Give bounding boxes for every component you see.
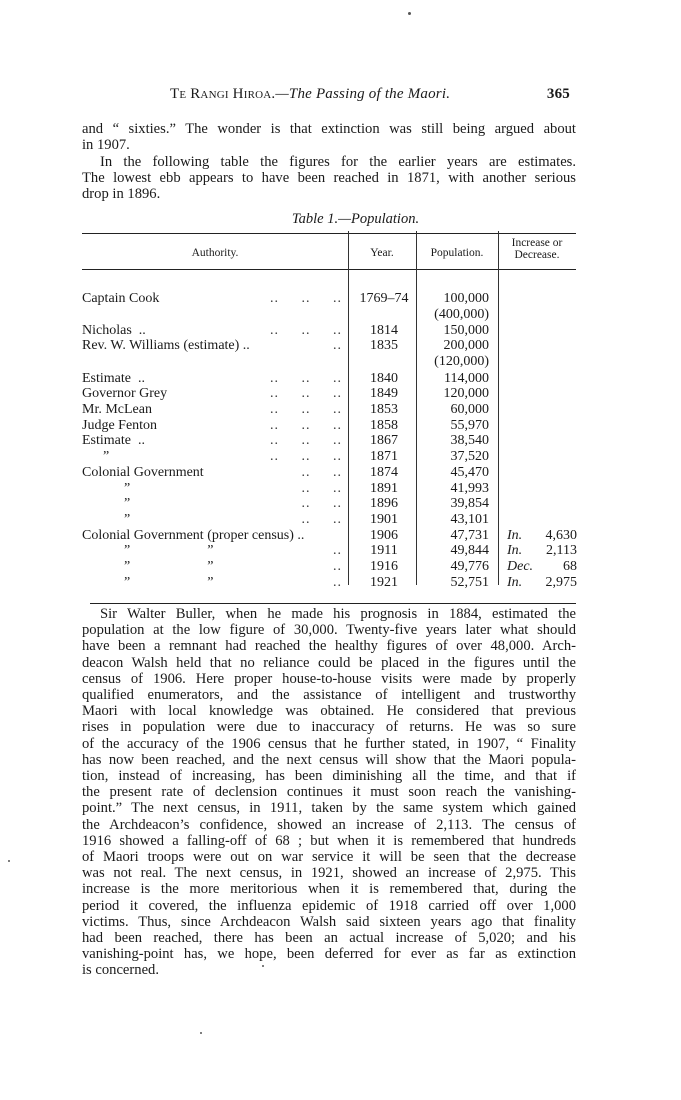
text-line: have been a remnant had reached the healthy figures of over 48,000. Arch- bbox=[82, 638, 576, 655]
table-row bbox=[82, 496, 576, 512]
text-line: The lowest ebb appears to have been reached in 1871, with another serious bbox=[82, 170, 576, 187]
cell-authority: Nicholas .. bbox=[82, 323, 146, 338]
column-header-change-line2: Decrease. bbox=[514, 249, 560, 261]
cell-population: 200,000 bbox=[443, 338, 489, 353]
cell-population: (120,000) bbox=[434, 354, 489, 369]
cell-authority: ” bbox=[82, 512, 131, 527]
cell-population: 114,000 bbox=[444, 371, 489, 386]
text-line: population at the low figure of 30,000. Twenty-five years later what should bbox=[82, 622, 576, 639]
table-row bbox=[82, 418, 576, 434]
cell-authority: ” ” bbox=[82, 575, 214, 590]
cell-leader-dots: .. .. .. bbox=[270, 386, 342, 401]
cell-year: 1814 bbox=[370, 323, 398, 338]
table-row bbox=[82, 291, 576, 307]
text-line: tion, instead of increasing, has been diminishing all the time, and that if bbox=[82, 768, 576, 785]
cell-year: 1911 bbox=[370, 543, 398, 558]
cell-year: 1769–74 bbox=[359, 291, 409, 306]
table-row bbox=[82, 512, 576, 528]
cell-leader-dots: .. bbox=[333, 543, 342, 558]
cell-population: 45,470 bbox=[450, 465, 489, 480]
text-line: deacon Walsh held that no reliance could be placed in the figures until the bbox=[82, 654, 576, 671]
column-header-population: Population. bbox=[430, 247, 484, 259]
header-bottom-rule bbox=[82, 269, 576, 270]
cell-leader-dots: .. .. bbox=[301, 465, 342, 480]
cell-population: 49,776 bbox=[450, 559, 489, 574]
text-line: in 1907. bbox=[82, 137, 130, 154]
cell-population: 120,000 bbox=[443, 386, 489, 401]
page-number: 365 bbox=[546, 86, 570, 102]
cell-population: 41,993 bbox=[450, 481, 489, 496]
text-line: qualified enumerators, and the assistance of intelligent and trustworthy bbox=[82, 687, 576, 704]
cell-leader-dots: .. bbox=[333, 338, 342, 353]
cell-year: 1849 bbox=[370, 386, 398, 401]
cell-population: 52,751 bbox=[450, 575, 489, 590]
cell-authority: ” bbox=[82, 496, 131, 511]
text-line: period it covered, the influenza epidemic of 1918 carried off over 1,000 bbox=[82, 897, 576, 914]
cell-year: 1901 bbox=[370, 512, 398, 527]
table-row bbox=[82, 575, 576, 591]
table-row bbox=[82, 307, 576, 323]
cell-change bbox=[507, 528, 577, 544]
cell-population: 150,000 bbox=[443, 323, 489, 338]
cell-leader-dots: .. .. .. bbox=[270, 449, 342, 464]
table-row bbox=[82, 449, 576, 465]
body-paragraph bbox=[82, 606, 576, 979]
scan-speck bbox=[262, 965, 264, 967]
cell-leader-dots: .. .. bbox=[301, 496, 342, 511]
table-row bbox=[82, 543, 576, 559]
cell-leader-dots: .. .. .. bbox=[270, 402, 342, 417]
cell-population: 47,731 bbox=[450, 528, 489, 543]
cell-authority: Mr. McLean bbox=[82, 402, 152, 417]
cell-population: 43,101 bbox=[450, 512, 489, 527]
scan-speck bbox=[408, 12, 411, 15]
cell-authority: Estimate .. bbox=[82, 371, 145, 386]
scan-speck bbox=[8, 860, 10, 862]
cell-population: 37,520 bbox=[450, 449, 489, 464]
cell-authority: Judge Fenton bbox=[82, 418, 158, 433]
table-row bbox=[82, 559, 576, 575]
change-label: In. bbox=[507, 575, 523, 590]
text-line: rises in population were due to inaccuracy of returns. He was so sure bbox=[82, 719, 576, 736]
text-line: vanishing-point has, we hope, been deferred for ever as far as extinction bbox=[82, 946, 576, 963]
cell-authority: ” ” bbox=[82, 543, 214, 558]
change-value: 68 bbox=[563, 559, 577, 574]
cell-leader-dots: .. .. bbox=[301, 481, 342, 496]
table-row bbox=[82, 354, 576, 370]
cell-change bbox=[507, 575, 577, 591]
cell-year: 1871 bbox=[370, 449, 398, 464]
table-row bbox=[82, 371, 576, 387]
population-table bbox=[82, 231, 576, 591]
table-row bbox=[82, 323, 576, 339]
cell-population: 49,844 bbox=[450, 543, 489, 558]
cell-population: 55,970 bbox=[450, 418, 489, 433]
cell-population: 39,854 bbox=[450, 496, 489, 511]
table-intro-paragraph bbox=[82, 154, 576, 203]
text-line: victims. Thus, since Archdeacon Walsh said sixteen years ago that finality bbox=[82, 913, 576, 930]
column-header-authority: Authority. bbox=[191, 247, 239, 259]
change-label: In. bbox=[507, 528, 523, 543]
table-row bbox=[82, 402, 576, 418]
text-line: had been reached, there has been an actual increase of 5,020; and his bbox=[82, 930, 576, 947]
text-line: In the following table the figures for the earlier years are estimates. bbox=[100, 154, 576, 170]
change-value: 2,975 bbox=[545, 575, 577, 590]
cell-year: 1867 bbox=[370, 433, 398, 448]
cell-year: 1921 bbox=[370, 575, 398, 590]
text-line: and “ sixties.” The wonder is that extinction was still being argued about bbox=[82, 121, 576, 137]
cell-authority: Captain Cook bbox=[82, 291, 160, 306]
cell-leader-dots: .. .. .. bbox=[270, 433, 342, 448]
cell-year: 1896 bbox=[370, 496, 398, 511]
table-row bbox=[82, 465, 576, 481]
cell-authority: Colonial Government (proper census) .. bbox=[82, 528, 305, 543]
cell-year: 1853 bbox=[370, 402, 398, 417]
table-row bbox=[82, 481, 576, 497]
cell-change bbox=[507, 543, 577, 559]
cell-population: (400,000) bbox=[434, 307, 489, 322]
text-line: 1916 showed a falling-off of 68 ; but when it is remembered that hundreds bbox=[82, 832, 576, 849]
change-value: 2,113 bbox=[546, 543, 577, 558]
text-line: point.” The next census, in 1911, taken by the same system which gained bbox=[82, 800, 576, 817]
cell-leader-dots: .. .. .. bbox=[270, 323, 342, 338]
change-value: 4,630 bbox=[545, 528, 577, 543]
text-line: of Maori troops were out on war service it will be seen that the decrease bbox=[82, 849, 576, 866]
text-line: Sir Walter Buller, when he made his prognosis in 1884, estimated the bbox=[100, 606, 576, 622]
cell-population: 38,540 bbox=[450, 433, 489, 448]
cell-leader-dots: .. bbox=[333, 575, 342, 590]
column-header-year: Year. bbox=[370, 247, 394, 259]
cell-leader-dots: .. .. .. bbox=[270, 418, 342, 433]
text-line: increase is the more meritorious when it is remembered that, during the bbox=[82, 881, 576, 898]
cell-population: 100,000 bbox=[443, 291, 489, 306]
cell-authority: ” bbox=[82, 449, 110, 464]
text-line: the present rate of declension continues it must soon reach the vanishing- bbox=[82, 784, 576, 801]
table-caption: Table 1.—Population. bbox=[291, 211, 420, 227]
column-header-change bbox=[498, 237, 576, 261]
text-line: was not real. The next census, in 1921, showed an increase of 2,975. This bbox=[82, 865, 576, 882]
change-label: Dec. bbox=[507, 559, 534, 574]
scan-speck bbox=[200, 1032, 202, 1034]
cell-authority: ” ” bbox=[82, 559, 214, 574]
text-line: is concerned. bbox=[82, 962, 159, 979]
cell-authority: ” bbox=[82, 481, 131, 496]
running-header bbox=[170, 86, 570, 103]
cell-authority: Governor Grey bbox=[82, 386, 168, 401]
table-row bbox=[82, 433, 576, 449]
cell-leader-dots: .. .. .. bbox=[270, 371, 342, 386]
cell-leader-dots: .. bbox=[333, 559, 342, 574]
section-divider bbox=[90, 603, 576, 604]
cell-year: 1858 bbox=[370, 418, 398, 433]
text-line: Maori with local knowledge was obtained. He considered that previous bbox=[82, 703, 576, 720]
cell-change bbox=[507, 559, 577, 575]
table-row bbox=[82, 338, 576, 354]
cell-authority: Rev. W. Williams (estimate) .. bbox=[82, 338, 250, 353]
cell-year: 1874 bbox=[370, 465, 398, 480]
cell-population: 60,000 bbox=[450, 402, 489, 417]
cell-leader-dots: .. .. bbox=[301, 512, 342, 527]
text-line: census of 1906. Here proper house-to-house visits were made by properly bbox=[82, 670, 576, 687]
header-author: Te Rangi Hiroa. bbox=[170, 86, 276, 102]
text-line: drop in 1896. bbox=[82, 186, 161, 203]
text-line: has now been reached, and the next census will show that the Maori popula- bbox=[82, 751, 576, 768]
table-row bbox=[82, 528, 576, 544]
text-line: the Archdeacon’s confidence, showed an increase of 2,113. The census of bbox=[82, 816, 576, 833]
text-line: of the accuracy of the 1906 census that he further stated, in 1907, “ Finality bbox=[82, 735, 576, 752]
cell-year: 1891 bbox=[370, 481, 398, 496]
cell-year: 1906 bbox=[370, 528, 398, 543]
cell-authority: Estimate .. bbox=[82, 433, 145, 448]
cell-year: 1916 bbox=[370, 559, 398, 574]
change-label: In. bbox=[507, 543, 523, 558]
table-top-rule bbox=[82, 233, 576, 234]
cell-year: 1840 bbox=[370, 371, 398, 386]
column-header-change-line1: Increase or bbox=[511, 237, 563, 249]
table-row bbox=[82, 386, 576, 402]
cell-leader-dots: .. .. .. bbox=[270, 291, 342, 306]
cell-year: 1835 bbox=[370, 338, 398, 353]
cell-authority: Colonial Government bbox=[82, 465, 204, 480]
intro-paragraph bbox=[82, 121, 576, 153]
header-title: —The Passing of the Maori. bbox=[275, 86, 451, 102]
